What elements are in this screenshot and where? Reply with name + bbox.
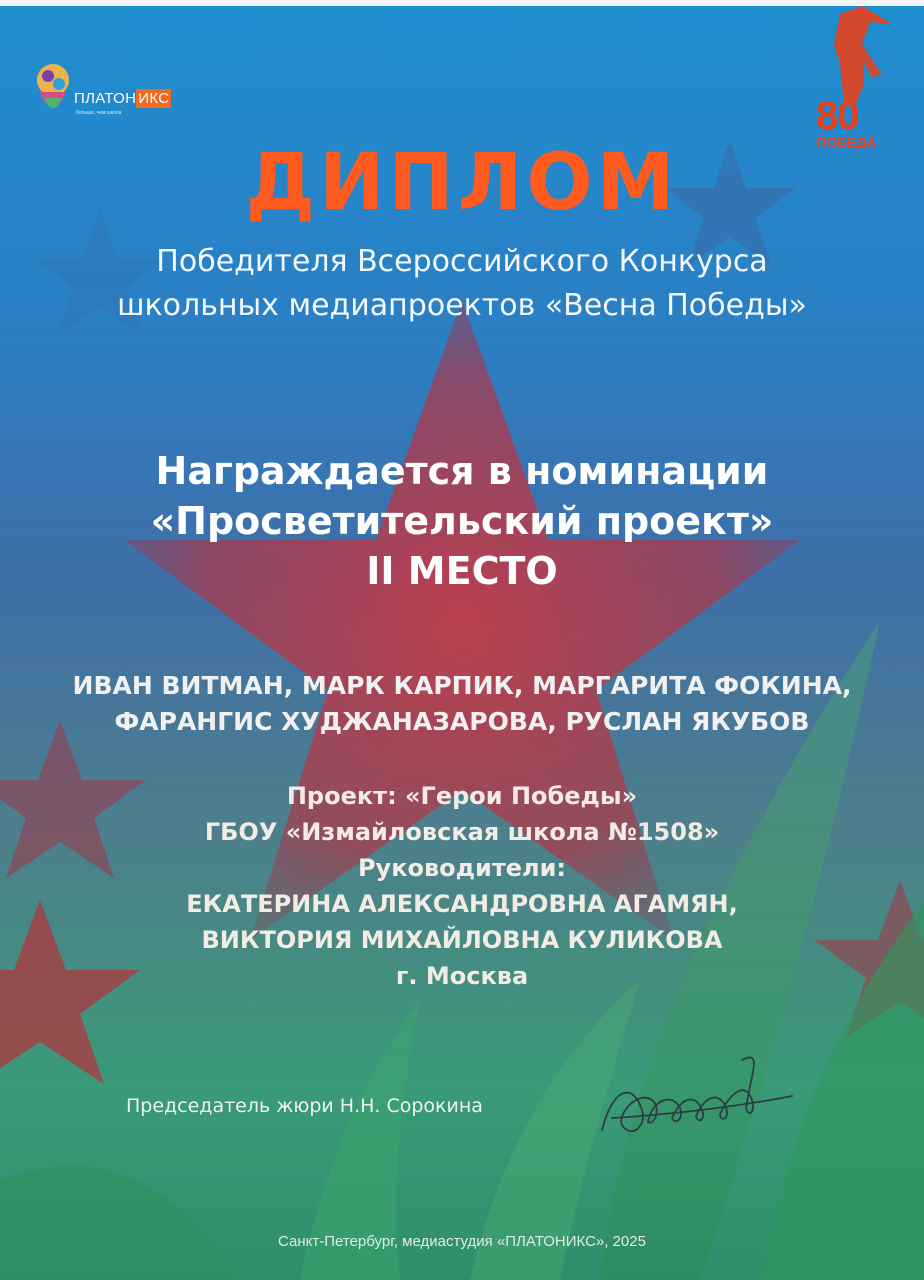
badge-number: 80	[816, 94, 859, 138]
subtitle-line-2: школьных медиапроектов «Весна Победы»	[117, 288, 807, 323]
nomination-line-2: «Просветительский проект»	[150, 499, 774, 543]
logo-wordmark	[74, 90, 171, 107]
platonix-logo	[34, 58, 204, 128]
logo-text-part2: ИКС	[138, 90, 170, 107]
badge-word: ПОБЕДА	[816, 134, 877, 150]
school-name: ГБОУ «Измайловская школа №1508»	[204, 818, 720, 846]
logo-text-part1: ПЛАТОН	[74, 90, 137, 107]
nomination-block	[0, 446, 924, 596]
diploma-title: ДИПЛОМ	[245, 138, 679, 228]
logo-head-icon	[34, 58, 72, 124]
names-line-2: ФАРАНГИС ХУДЖАНАЗАРОВА, РУСЛАН ЯКУБОВ	[114, 707, 810, 736]
signature-icon	[592, 1030, 812, 1150]
footer-credit: Санкт-Петербург, медиастудия «ПЛАТОНИКС», 2025	[278, 1233, 646, 1250]
supervisor-2: ВИКТОРИЯ МИХАЙЛОВНА КУЛИКОВА	[201, 926, 723, 954]
supervisor-1: ЕКАТЕРИНА АЛЕКСАНДРОВНА АГАМЯН,	[186, 890, 738, 918]
project-name: Проект: «Герои Победы»	[286, 782, 638, 810]
city: г. Москва	[395, 962, 529, 990]
nomination-line-1: Награждается в номинации	[155, 449, 769, 493]
subtitle-line-1: Победителя Всероссийского Конкурса	[156, 244, 768, 279]
winners-names	[0, 668, 924, 740]
place-label: II МЕСТО	[366, 549, 558, 593]
project-info	[0, 778, 924, 994]
jury-chair: Председатель жюри Н.Н. Сорокина	[126, 1095, 483, 1117]
logo-tagline: больше, чем школа	[76, 110, 122, 116]
leaf-shape	[0, 1166, 240, 1280]
diploma-subtitle	[0, 240, 924, 328]
supervisors-label: Руководители:	[357, 854, 567, 882]
names-line-1: ИВАН ВИТМАН, МАРК КАРПИК, МАРГАРИТА ФОКИНА,	[72, 671, 852, 700]
